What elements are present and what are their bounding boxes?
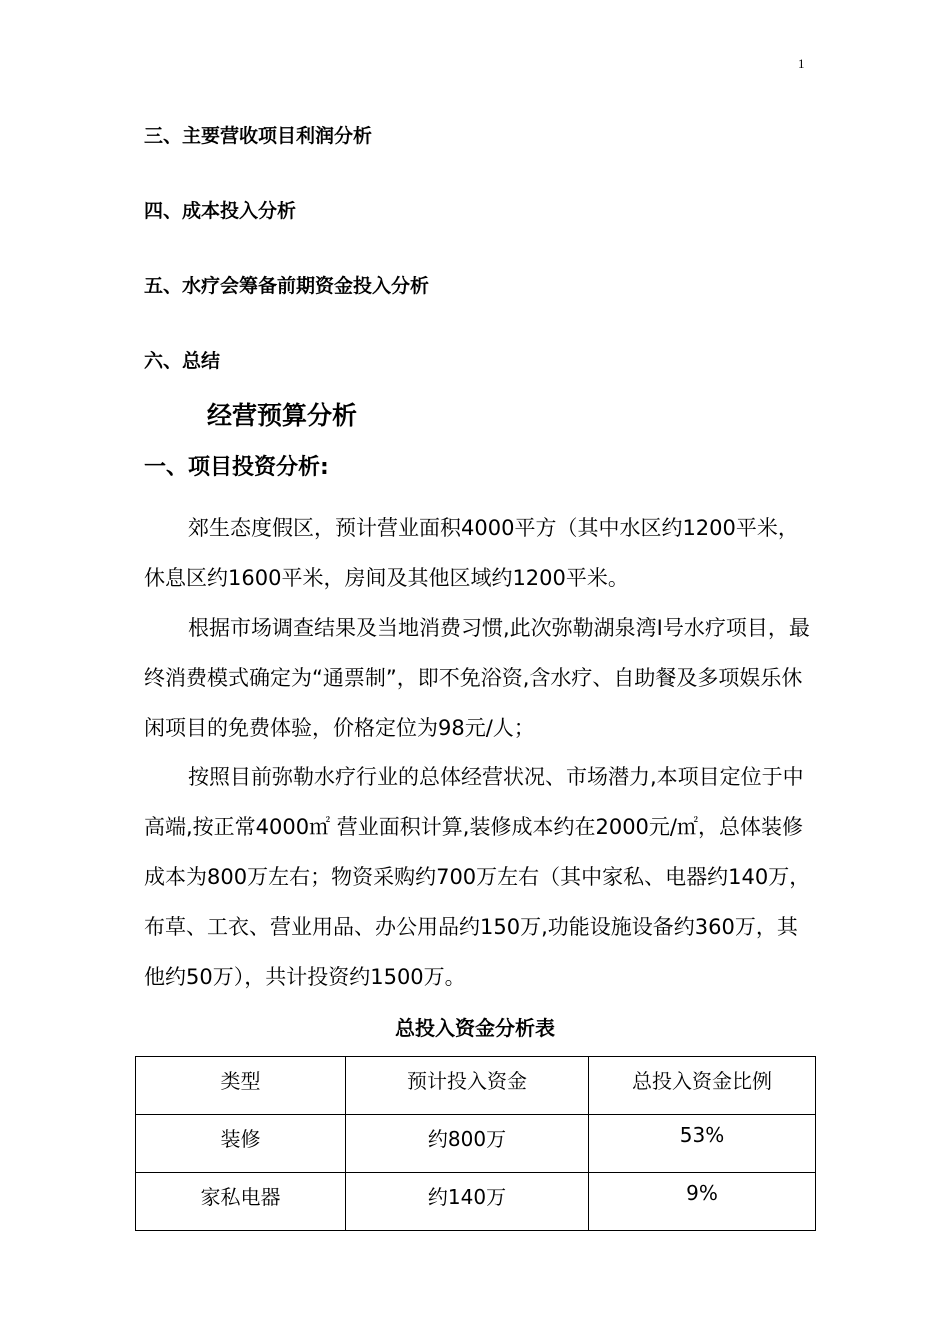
table-header-cell: 总投入资金比例 [589,1057,816,1115]
table-header-cell: 类型 [136,1057,346,1115]
toc-item-summary: 六、总结 [144,350,221,372]
paragraph-investment-breakdown: 按照目前弥勒水疗行业的总体经营状况、市场潜力,本项目定位于中高端,按正常4000㎡ 营业面积计算,装修成本约在2000元/㎡，总体装修成本为800万左右；物资采购约700万左右（其中家私、电器约140万，布草、工衣、营业用品、办公用品约150万,功能设施设备约360万，其他约50万），共计投资约1500万。 [144,765,811,989]
investment-table [135,1056,816,1231]
toc-item-profit-analysis: 三、主要营收项目利润分析 [144,125,373,147]
paragraph-site-area: 郊生态度假区，预计营业面积4000平方（其中水区约1200平米，休息区约1600平米，房间及其他区域约1200平米。 [144,516,799,590]
table-header-row [136,1057,816,1115]
page-number: 1 [798,56,805,71]
table-cell: 家私电器 [136,1173,346,1231]
table-row [136,1115,816,1173]
toc-item-cost-analysis: 四、成本投入分析 [144,200,297,222]
table-header-cell: 预计投入资金 [346,1057,589,1115]
section-heading: 一、项目投资分析: [144,455,329,480]
table-cell: 9% [589,1173,816,1231]
paragraph-pricing-model: 根据市场调查结果及当地消费习惯,此次弥勒湖泉湾Ⅰ号水疗项目，最终消费模式确定为“通票制”，即不免浴资,含水疗、自助餐及多项娱乐休闲项目的免费体验，价格定位为98元/人； [144,616,810,740]
table-title: 总投入资金分析表 [395,1016,555,1040]
table-cell: 装修 [136,1115,346,1173]
table-cell: 53% [589,1115,816,1173]
table-row [136,1173,816,1231]
document-title: 经营预算分析 [207,401,358,430]
table-cell: 约800万 [346,1115,589,1173]
toc-item-preparation-funding: 五、水疗会筹备前期资金投入分析 [144,275,430,297]
table-cell: 约140万 [346,1173,589,1231]
